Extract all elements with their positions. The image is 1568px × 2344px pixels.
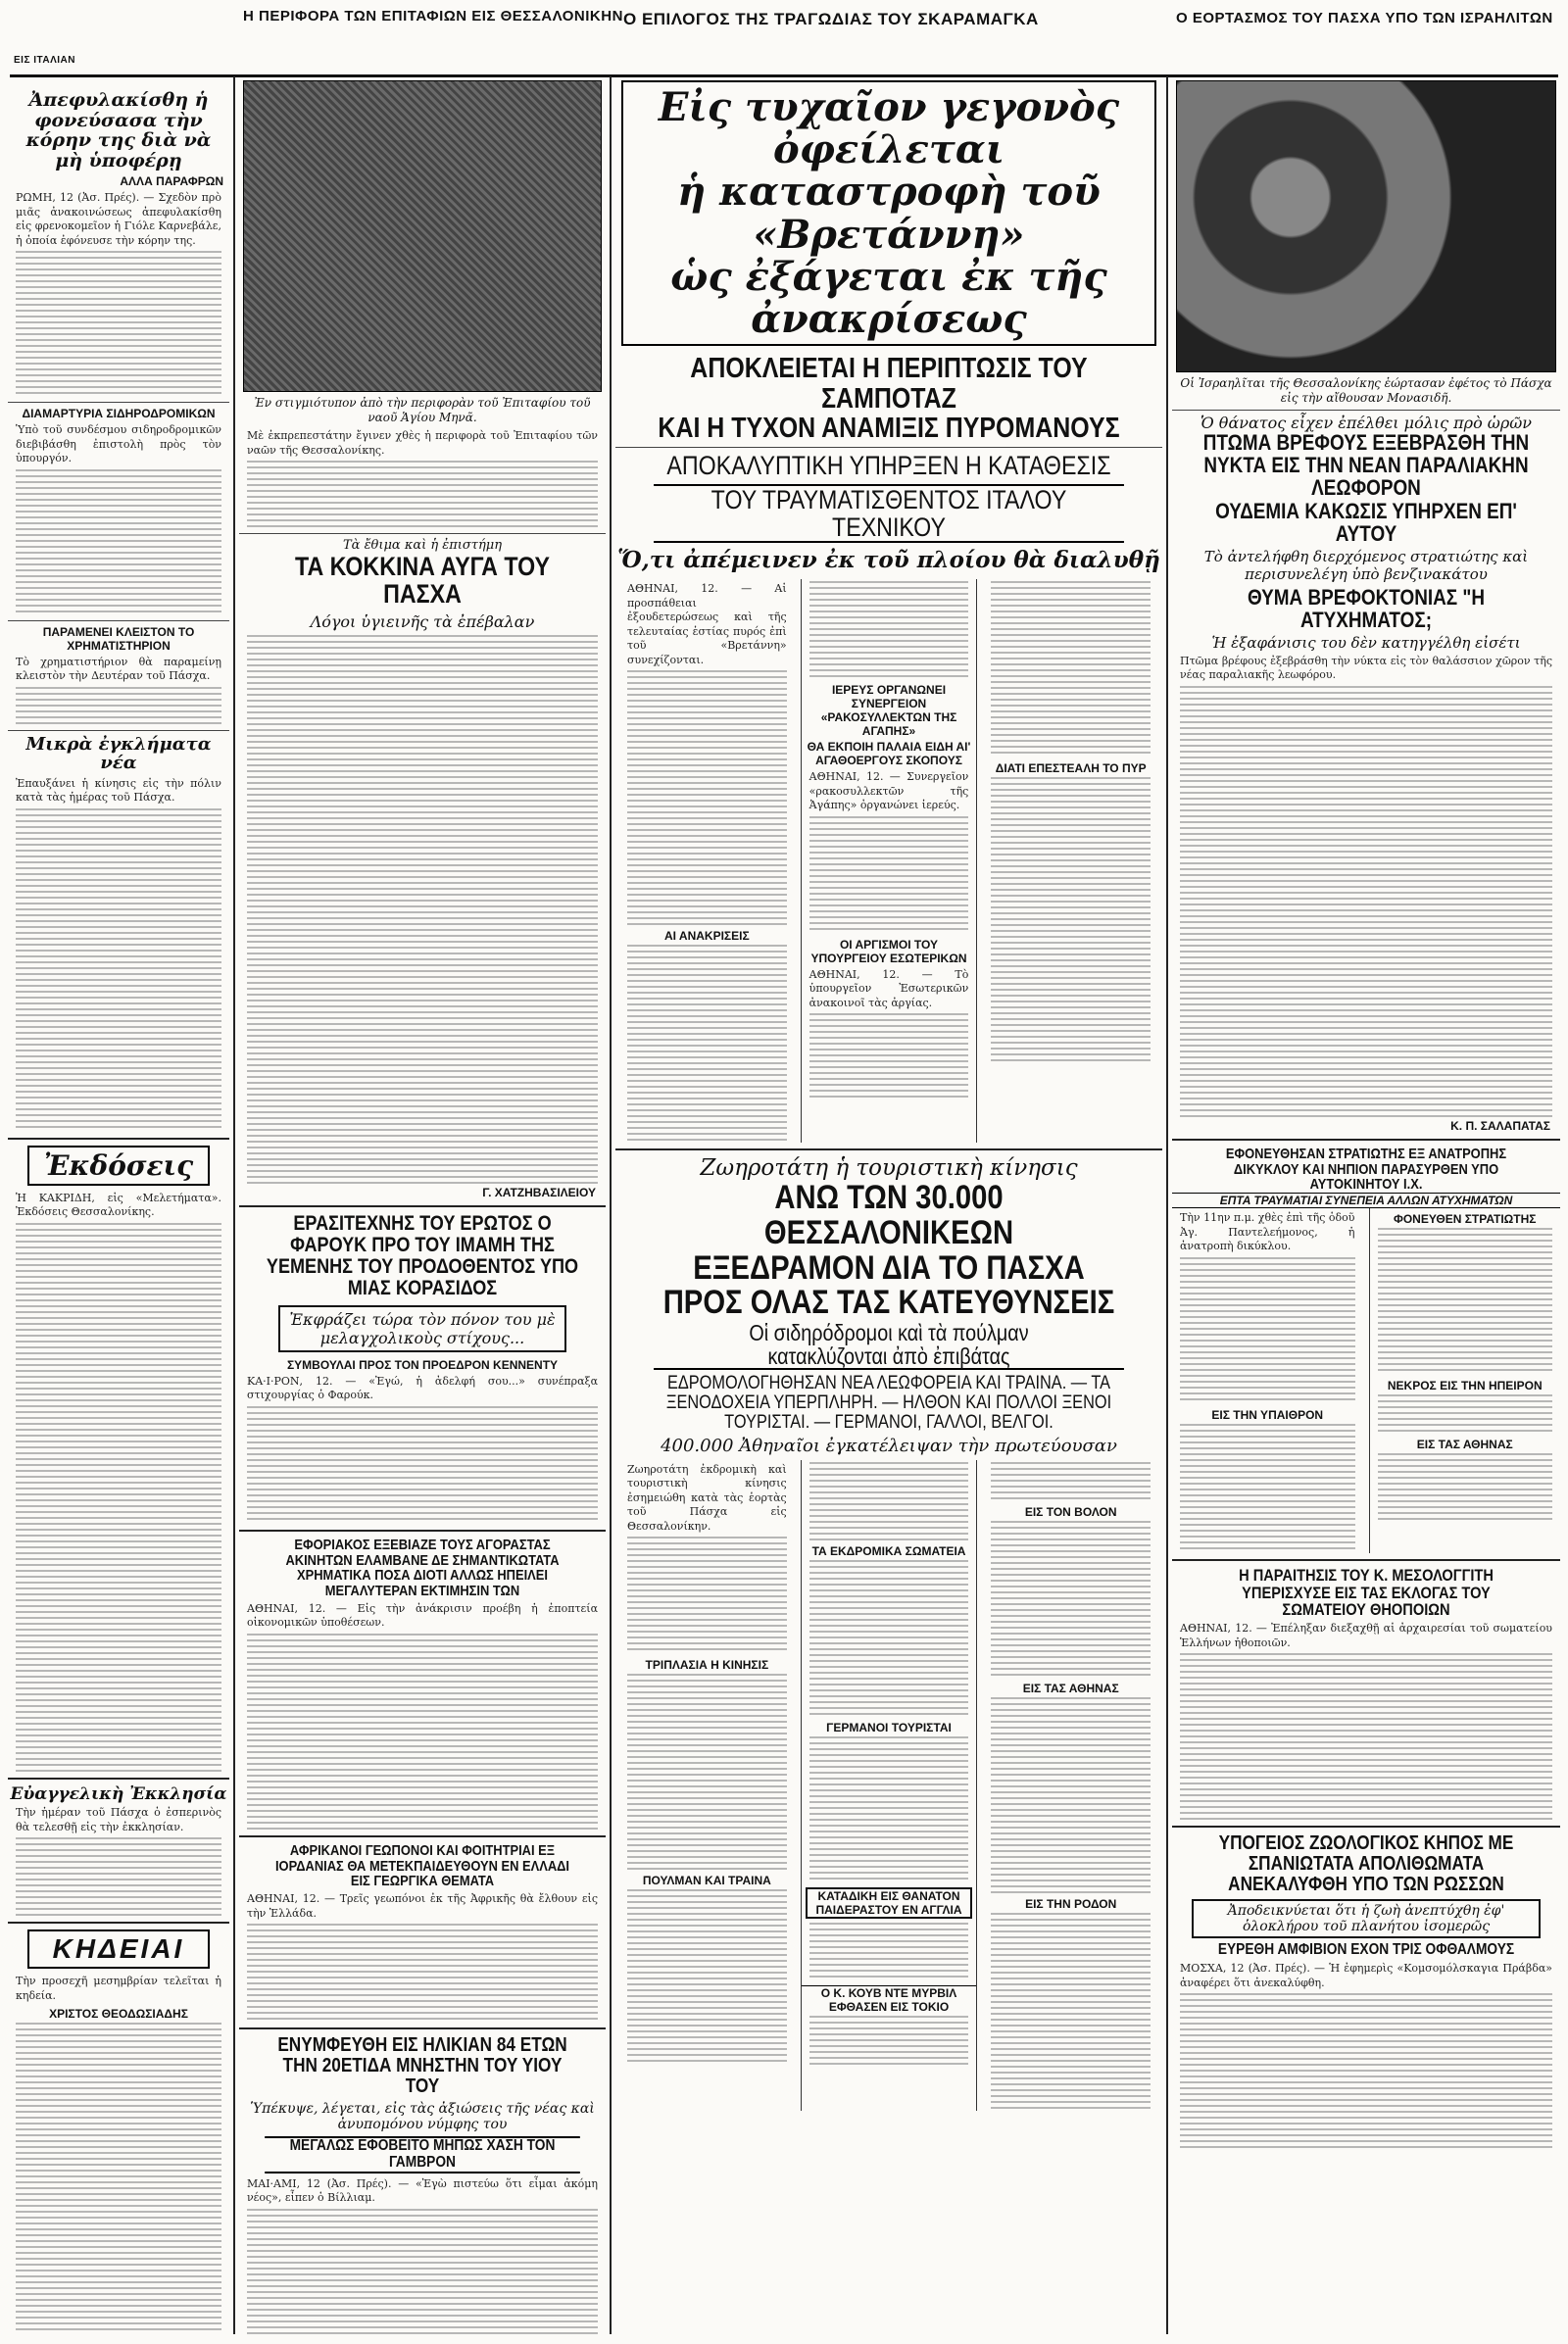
- sabotage-headline-2: ΚΑΙ Η ΤΥΧΟΝ ΑΝΑΜΙΞΙΣ ΠΥΡΟΜΑΝΟΥΣ: [658, 413, 1120, 444]
- italy-headline: Ἀπεφυλακίσθη ἡ φονεύσασα τὴν κόρην της διὰ νὰ μὴ ὑποφέρῃ: [25, 89, 212, 171]
- rail-text: Ὑπὸ τοῦ συνδέσμου σιδηροδρομικῶν διεβιβάσθη ἐπιστολὴ πρὸς τὸν ὑπουργόν.: [16, 423, 221, 465]
- testimony-headline-1: ΑΠΟΚΑΛΥΠΤΙΚΗ ΥΠΗΡΞΕΝ Η ΚΑΤΑΘΕΣΙΣ: [666, 451, 1111, 481]
- farouk-headline: ΕΡΑΣΙΤΕΧΝΗΣ ΤΟΥ ΕΡΩΤΟΣ Ο ΦΑΡΟΥΚ ΠΡΟ ΤΟΥ ΙΜΑΜΗ ΤΗΣ ΥΕΜΕΝΗΣ ΤΟΥ ΠΡΟΔΟΘΕΝΤΟΣ ΥΠΟ ΜΙΑΣ ΚΟΡΑΣΙΔΟΣ: [266, 1211, 579, 1299]
- mural-headline: Ο Κ. ΚΟΥΒ ΝΤΕ ΜΥΡΒΙΛ ΕΦΘΑΣΕΝ ΕΙΣ ΤΟΚΙΟ: [802, 1985, 977, 2014]
- tourism-subhead-2: κατακλύζονται ἀπὸ ἐπιβάτας: [654, 1344, 1124, 1370]
- column-rule: [233, 76, 235, 2334]
- editions-logo: Ἐκδόσεις: [27, 1146, 210, 1186]
- church-text: Τὴν ἡμέραν τοῦ Πάσχα ὁ ἐσπερινὸς θὰ τελεσθῇ εἰς τὴν ἐκκλησίαν.: [16, 1806, 221, 1833]
- oldman-headline: ΕΝΥΜΦΕΥΘΗ ΕΙΣ ΗΛΙΚΙΑΝ 84 ΕΤΩΝ ΤΗΝ 20ΕΤΙΔΑ ΜΝΗΣΤΗΝ ΤΟΥ ΥΙΟΥ ΤΟΥ: [277, 2034, 567, 2098]
- text-block: [627, 945, 787, 1141]
- eggs-subhead: Λόγοι ὑγιεινῆς τὰ ἐπέβαλαν: [310, 611, 535, 631]
- church-headline: Εὐαγγελικὴ Ἐκκλησία: [10, 1783, 227, 1804]
- text-block: [247, 461, 598, 529]
- soldier-dead-headline: ΦΟΝΕΥΘΕΝ ΣΤΡΑΤΙΩΤΗΣ: [1393, 1212, 1537, 1227]
- text-block: [1378, 1453, 1553, 1522]
- text-block: [16, 1837, 221, 1916]
- text-block: [627, 1889, 787, 2066]
- zoo-headline-2: ΕΥΡΕΘΗ ΑΜΦΙΒΙΟΝ ΕΧΟΝ ΤΡΙΣ ΟΦΘΑΛΜΟΥΣ: [1217, 1941, 1515, 1959]
- text-block: [16, 2023, 221, 2334]
- text-block: [247, 1634, 598, 1830]
- zoo-headline: ΥΠΟΓΕΙΟΣ ΖΩΟΛΟΓΙΚΟΣ ΚΗΠΟΣ ΜΕ ΣΠΑΝΙΩΤΑΤΑ ΑΠΟΛΙΘΩΜΑΤΑ ΑΝΕΚΑΛΥΦΘΗ ΥΠΟ ΤΩΝ ΡΩΣΣΩΝ: [1218, 1832, 1514, 1896]
- testimony-headline-2: ΤΟΥ ΤΡΑΥΜΑΤΙΣΘΕΝΤΟΣ ΙΤΑΛΟΥ ΤΕΧΝΙΚΟΥ: [654, 484, 1124, 544]
- passover-caption: Οἱ Ἰσραηλῖται τῆς Θεσσαλονίκης ἑώρτασαν ἐφέτος τὸ Πάσχα εἰς τὴν αἴθουσαν Μονασιδῆ.: [1180, 376, 1552, 405]
- tourism-subhead-3: 400.000 Ἀθηναῖοι ἐγκατέλειψαν τὴν πρωτεύουσαν: [661, 1436, 1117, 1457]
- priests-kicker: ΘΑ ΕΚΠΟΙΗ ΠΑΛΑΙΑ ΕΙΔΗ ΑΙ' ΑΓΑΘΟΕΡΓΟΥΣ ΣΚΟΠΟΥΣ: [807, 740, 971, 768]
- text-block: [16, 1223, 221, 1772]
- column-rule: [610, 76, 612, 2334]
- agro-text: ΑΘΗΝΑΙ, 12. — Τρεῖς γεωπόνοι ἐκ τῆς Ἀφρικῆς θὰ ἔλθουν εἰς τὴν Ἑλλάδα.: [247, 1892, 598, 1920]
- stock-text: Τὸ χρηματιστήριον θὰ παραμείνῃ κλειστὸν τὴν Δευτέραν τοῦ Πάσχα.: [16, 655, 221, 683]
- right-column: [1172, 76, 1560, 2334]
- baby-headline-2: ΟΥΔΕΜΙΑ ΚΑΚΩΣΙΣ ΥΠΗΡΧΕΝ ΕΠ' ΑΥΤΟΥ: [1215, 498, 1517, 546]
- sabotage-headline-1: ΑΠΟΚΛΕΙΕΤΑΙ Η ΠΕΡΙΠΤΩΣΙΣ ΤΟΥ ΣΑΜΠΟΤΑΖ: [690, 353, 1088, 415]
- photo1-header: Η ΠΕΡΙΦΟΡΑ ΤΩΝ ΕΠΙΤΑΦΙΩΝ ΕΙΣ ΘΕΣΣΑΛΟΝΙΚΗΝ: [243, 8, 623, 24]
- tourism-kicker: Ζωηροτάτη ἡ τουριστικὴ κίνησις: [700, 1155, 1078, 1182]
- priests-text: ΑΘΗΝΑΙ, 12. — Συνεργεῖον «ρακοσυλλεκτῶν τῆς Ἀγάπης» ὀργανώνει ἱερεύς.: [808, 770, 969, 812]
- funerals-text: Τὴν προσεχῆ μεσημβρίαν τελεῖται ἡ κηδεία.: [16, 1975, 221, 2002]
- triple-headline: ΤΡΙΠΛΑΣΙΑ Η ΚΙΝΗΣΙΣ: [645, 1658, 769, 1673]
- center-column: [615, 76, 1162, 2334]
- italy-label: ΕΙΣ ΙΤΑΛΙΑΝ: [14, 55, 75, 66]
- text-block: [991, 1913, 1151, 2109]
- athens-headline: ΕΙΣ ΤΑΣ ΑΘΗΝΑΣ: [1022, 1681, 1119, 1695]
- center-header: Ο ΕΠΙΛΟΓΟΣ ΤΗΣ ΤΡΑΓΩΔΙΑΣ ΤΟΥ ΣΚΑΡΑΜΑΓΚΑ: [623, 10, 1039, 28]
- text-block: [16, 469, 221, 616]
- text-block: [1378, 1228, 1553, 1375]
- left-column: [8, 76, 229, 2334]
- funeral-name: ΧΡΙΣΤΟΣ ΘΕΟΔΩΣΙΑΔΗΣ: [49, 2007, 188, 2022]
- text-block: [1180, 1257, 1355, 1404]
- soldiers-headline: ΕΦΟΝΕΥΘΗΣΑΝ ΣΤΡΑΤΙΩΤΗΣ ΕΞ ΑΝΑΤΡΟΠΗΣ ΔΙΚΥΚΛΟΥ ΚΑΙ ΝΗΠΙΟΝ ΠΑΡΑΣΥΡΘΕΝ ΥΠΟ ΑΥΤΟΚΙΝΗΤΟΥ Ι.Χ.: [1225, 1145, 1507, 1194]
- tourism-headline-1: ΑΝΩ ΤΩΝ 30.000 ΘΕΣΣΑΛΟΝΙΚΕΩΝ: [763, 1179, 1014, 1251]
- rail-headline: ΔΙΑΜΑΡΤΥΡΙΑ ΣΙΔΗΡΟΔΡΟΜΙΚΩΝ: [22, 407, 216, 421]
- death-headline: ΚΑΤΑΔΙΚΗ ΕΙΣ ΘΑΝΑΤΟΝ ΠΑΙΔΕΡΑΣΤΟΥ ΕΝ ΑΓΓΛΙΑ: [806, 1887, 973, 1919]
- baby-subhead-2: Ἡ ἐξαφάνισις του δὲν κατηγγέλθη εἰσέτι: [1211, 633, 1521, 652]
- crimes-headline: Μικρὰ ἐγκλήματα νέα: [25, 733, 212, 774]
- rhodes-headline: ΕΙΣ ΤΗΝ ΡΟΔΟΝ: [1025, 1896, 1117, 1911]
- kennedy-headline: ΣΥΜΒΟΥΛΑΙ ΠΡΟΣ ΤΟΝ ΠΡΟΕΔΡΟΝ ΚΕΝΝΕΝΤΥ: [286, 1357, 559, 1372]
- text-block: [991, 1462, 1151, 1501]
- priests-headline: ΙΕΡΕΥΣ ΟΡΓΑΝΩΝΕΙ ΣΥΝΕΡΓΕΙΟΝ «ΡΑΚΟΣΥΛΛΕΚΤΩΝ ΤΗΣ ΑΓΑΠΗΣ»: [820, 683, 957, 739]
- text-block: [809, 1560, 969, 1717]
- zoo-text: ΜΟΣΧΑ, 12 (Ἀσ. Πρές). — Ἡ ἐφημερὶς «Κομσομόλσκαγια Πράβδα» ἀναφέρει ὅτι ἀνεκαλύφθη.: [1180, 1962, 1552, 1989]
- tax-headline: ΕΦΟΡΙΑΚΟΣ ΕΞΕΒΙΑΖΕ ΤΟΥΣ ΑΓΟΡΑΣΤΑΣ ΑΚΙΝΗΤΩΝ ΕΛΑΜΒΑΝΕ ΔΕ ΣΗΜΑΝΤΙΚΩΤΑΤΑ ΧΡΗΜΑΤΙΚΑ ΠΟΣΑ ΔΙΟΤΙ ΑΛΛΩΣ ΗΠΕΙΛΕΙ ΜΕΓΑΛΥΤΕΡΑΝ ΕΚΤΙΜΗΣΙΝ ΤΩΝ: [285, 1536, 560, 1600]
- kennedy-text: ΚΑ·Ι·ΡΟΝ, 12. — «Ἐγώ, ἡ ἀδελφή σου...» συνέπραξα στιχουργίας ὁ Φαρούκ.: [247, 1374, 598, 1402]
- zoo-subhead: Ἀποδεικνύεται ὅτι ἡ ζωὴ ἀνεπτύχθη ἐφ' ὁλοκλήρου τοῦ πλανήτου ἰσομερῶς: [1192, 1899, 1541, 1938]
- agro-headline: ΑΦΡΙΚΑΝΟΙ ΓΕΩΠΟΝΟΙ ΚΑΙ ΦΟΙΤΗΤΡΙΑΙ ΕΞ ΙΟΡΔΑΝΙΑΣ ΘΑ ΜΕΤΕΚΠΑΙΔΕΥΘΟΥΝ ΕΝ ΕΛΛΑΔΙ ΕΙΣ ΓΕΩΡΓΙΚΑ ΘΕΜΑΤΑ: [274, 1841, 570, 1890]
- text-block: [809, 2016, 969, 2065]
- oldman-subhead: Ὑπέκυψε, λέγεται, εἰς τὰς ἀξιώσεις τῆς νέας καὶ ἀνυπομόνου νύμφης του: [250, 2101, 595, 2133]
- text-block: [16, 251, 221, 398]
- text-block: [809, 816, 969, 934]
- text-block: [809, 1736, 969, 1883]
- text-block: [991, 777, 1151, 1061]
- eggs-headline: ΤΑ ΚΟΚΚΙΝΑ ΑΥΓΑ ΤΟΥ ΠΑΣΧΑ: [294, 552, 551, 610]
- stock-headline: ΠΑΡΑΜΕΝΕΙ ΚΛΕΙΣΤΟΝ ΤΟ ΧΡΗΜΑΤΙΣΤΗΡΙΟΝ: [42, 624, 195, 653]
- funerals-logo: ΚΗΔΕΙΑΙ: [27, 1929, 210, 1969]
- text-block: [991, 1697, 1151, 1893]
- main-banner-line2: ἡ καταστροφὴ τοῦ «Βρετάννη»: [677, 169, 1101, 258]
- photo1-text: Μὲ ἐκπρεπεστάτην ἔγινεν χθὲς ἡ περιφορὰ τοῦ Ἐπιταφίου τῶν ναῶν τῆς Θεσσαλονίκης.: [247, 429, 598, 457]
- athinas-headline: ΕΙΣ ΤΑΣ ΑΘΗΝΑΣ: [1416, 1438, 1513, 1452]
- text-block: [991, 1521, 1151, 1678]
- photo1-caption: Ἐν στιγμιότυπον ἀπὸ τὴν περιφορὰν τοῦ Ἐπιταφίου τοῦ ναοῦ Ἁγίου Μηνᾶ.: [254, 396, 591, 424]
- baby-headline-1: ΠΤΩΜΑ ΒΡΕΦΟΥΣ ΕΞΕΒΡΑΣΘΗ ΤΗΝ ΝΥΚΤΑ ΕΙΣ ΤΗΝ ΝΕΑΝ ΠΑΡΑΛΙΑΚΗΝ ΛΕΩΦΟΡΟΝ: [1202, 430, 1530, 501]
- clubs-headline: ΤΑ ΕΚΔΡΟΜΙΚΑ ΣΩΜΑΤΕΙΑ: [811, 1543, 966, 1558]
- text-block: [809, 1013, 969, 1101]
- tourism-headline-3: ΠΡΟΣ ΟΛΑΣ ΤΑΣ ΚΑΤΕΥΘΥΝΣΕΙΣ: [662, 1284, 1115, 1322]
- passover-photo: [1176, 80, 1556, 372]
- ypaithros-headline: ΕΙΣ ΤΗΝ ΥΠΑΙΘΡΟΝ: [1211, 1407, 1324, 1422]
- text-block: [1378, 1394, 1553, 1434]
- eggs-kicker: Τὰ ἔθιμα καὶ ἡ ἐπιστήμη: [342, 538, 502, 554]
- oldman-headline-2: ΜΕΓΑΛΩΣ ΕΦΟΒΕΙΤΟ ΜΗΠΩΣ ΧΑΣΗ ΤΟΝ ΓΑΜΒΡΟΝ: [265, 2136, 580, 2173]
- text-block: [247, 1406, 598, 1524]
- eggs-signature: Γ. ΧΑΤΖΗΒΑΣΙΛΕΙΟΥ: [482, 1185, 596, 1199]
- main-banner-box: [621, 80, 1156, 346]
- baby-subhead-1: Τὸ ἀντελήφθη διερχόμενος στρατιώτης καὶ περισυνελέγη ὑπὸ βενζινακάτου: [1203, 547, 1529, 583]
- tourism-text: Ζωηροτάτη ἐκδρομικὴ καὶ τουριστικὴ κίνησις ἐσημειώθη κατὰ τὰς ἑορτὰς τοῦ Πάσχα εἰς Θεσσαλονίκην.: [627, 1462, 787, 1533]
- tourism-headline-2: ΕΞΕΔΡΑΜΟΝ ΔΙΑ ΤΟ ΠΑΣΧΑ: [693, 1248, 1085, 1287]
- main-banner-line1: Εἰς τυχαῖον γεγονὸς ὀφείλεται: [658, 84, 1120, 173]
- tourism-headline-4: ΕΔΡΟΜΟΛΟΓΗΘΗΣΑΝ ΝΕΑ ΛΕΩΦΟΡΕΙΑ ΚΑΙ ΤΡΑΙΝΑ. — ΤΑ ΞΕΝΟΔΟΧΕΙΑ ΥΠΕΡΠΛΗΡΗ. — ΗΛΘΟΝ ΚΑΙ ΠΟΛΛΟΙ ΞΕΝΟΙ ΤΟΥΡΙΣΤΑΙ. — ΓΕΡΜΑΝΟΙ, ΓΑΛΛΟΙ, ΒΕΛΓΟΙ.: [665, 1373, 1112, 1434]
- german-headline: ΓΕΡΜΑΝΟΙ ΤΟΥΡΙΣΤΑΙ: [826, 1720, 952, 1734]
- farouk-subhead: Ἐκφράζει τώρα τὸν πόνον του μὲ μελαγχολικοὺς στίχους...: [278, 1305, 566, 1352]
- text-block: [16, 808, 221, 1132]
- text-block: [247, 635, 598, 1184]
- text-block: [1180, 686, 1552, 1117]
- text-block: [247, 2209, 598, 2334]
- italy-text: ΡΩΜΗ, 12 (Ἀσ. Πρές). — Σχεδὸν πρὸ μιᾶς ἀνακοινώσεως ἀπεφυλακίσθη εἰς φρενοκομεῖον ἡ Γιόλε Καρνεβάλε, ἡ ὁποία ἐφόνευσε τὴν κόρην της.: [16, 191, 221, 247]
- text-block: [627, 1537, 787, 1654]
- text-block: [1180, 1424, 1355, 1551]
- interior-headline: ΟΙ ΑΡΓΙΣΜΟΙ ΤΟΥ ΥΠΟΥΡΓΕΙΟΥ ΕΣΩΤΕΡΙΚΩΝ: [810, 937, 967, 965]
- inquiry-headline: ΑΙ ΑΝΑΚΡΙΣΕΙΣ: [664, 929, 750, 944]
- text-block: [627, 1674, 787, 1870]
- soldiers-kicker: ΕΠΤΑ ΤΡΑΥΜΑΤΙΑΙ ΣΥΝΕΠΕΙΑ ΑΛΛΩΝ ΑΤΥΧΗΜΑΤΩΝ: [1172, 1193, 1560, 1208]
- text-block: [809, 1923, 969, 1981]
- interior-text: ΑΘΗΝΑΙ, 12. — Τὸ ὑπουργεῖον Ἐσωτερικῶν ἀνακοινοῖ τὰς ἀργίας.: [808, 967, 969, 1009]
- oldman-text: ΜΑΙ·ΑΜΙ, 12 (Ἀσ. Πρές). — «Ἐγὼ πιστεύω ὅτι εἶμαι ἀκόμη νέος», εἶπεν ὁ Βίλλιαμ.: [247, 2176, 598, 2205]
- baby-kicker: Ὁ θάνατος εἶχεν ἐπέλθει μόλις πρὸ ὡρῶν: [1200, 414, 1533, 432]
- epitaph-procession-photo: [243, 80, 602, 392]
- text-block: [1180, 1653, 1552, 1820]
- baby-headline-3: ΘΥΜΑ ΒΡΕΦΟΚΤΟΝΙΑΣ "Η ΑΤΥΧΗΜΑΤΟΣ;: [1247, 584, 1486, 632]
- column-rule: [1166, 76, 1168, 2334]
- text-block: [247, 1924, 598, 2022]
- fire-headline: ΔΙΑΤΙ ΕΠΕΣΤΕΑΛΗ ΤΟ ΠΥΡ: [995, 761, 1147, 776]
- baby-signature: Κ. Π. ΣΑΛΑΠΑΤΑΣ: [1450, 1118, 1550, 1133]
- text-block: [1180, 1993, 1552, 2150]
- text-block: [627, 670, 787, 925]
- volos-headline: ΕΙΣ ΤΟΝ ΒΟΛΟΝ: [1024, 1504, 1117, 1519]
- main-banner-line3: ὡς ἐξάγεται ἐκ τῆς ἀνακρίσεως: [670, 253, 1107, 342]
- pullman-headline: ΠΟΥΛΜΑΝ ΚΑΙ ΤΡΑΙΝΑ: [642, 1874, 771, 1888]
- tax-text: ΑΘΗΝΑΙ, 12. — Εἰς τὴν ἀνάκρισιν προέβη ἡ ἐποπτεία οἰκονομικῶν ὑποθέσεων.: [247, 1601, 598, 1630]
- ship-text: ΑΘΗΝΑΙ, 12. — Αἱ προσπάθειαι ἐξουδετερώσεως καὶ τῆς τελευταίας ἑστίας πυρός ἐπὶ τοῦ «Βρετάννη» συνεχίζονται.: [627, 582, 787, 666]
- right-header: Ο ΕΟΡΤΑΣΜΟΣ ΤΟΥ ΠΑΣΧΑ ΥΠΟ ΤΩΝ ΙΣΡΑΗΛΙΤΩΝ: [1176, 10, 1553, 26]
- text-block: [809, 1462, 969, 1540]
- soldiers-text: Τὴν 11ην π.μ. χθὲς ἐπὶ τῆς ὁδοῦ Ἀγ. Παντελεήμονος, ἡ ἀνατροπὴ δικύκλου.: [1180, 1211, 1355, 1253]
- actors-text: ΑΘΗΝΑΙ, 12. — Ἐπέληξαν διεξαχθῇ αἱ ἀρχαιρεσίαι τοῦ σωματείου Ἑλλήνων ἠθοποιῶν.: [1180, 1622, 1552, 1649]
- editions-text: Ἡ ΚΑΚΡΙΔΗ, εἰς «Μελετήματα». Ἐκδόσεις Θεσσαλονίκης.: [16, 1191, 221, 1219]
- text-block: [991, 581, 1151, 757]
- tourism-subhead-1: Οἱ σιδηρόδρομοι καὶ τὰ πούλμαν: [749, 1319, 1029, 1345]
- text-block: [16, 687, 221, 726]
- baby-text: Πτῶμα βρέφους ἐξεβράσθη τὴν νύκτα εἰς τὸν θαλάσσιον χῶρον τῆς νέας παραλιακῆς λεωφόρου.: [1180, 654, 1552, 682]
- actors-headline: Η ΠΑΡΑΙΤΗΣΙΣ ΤΟΥ Κ. ΜΕΣΟΛΟΓΓΙΤΗ ΥΠΕΡΙΣΧΥΣΕ ΕΙΣ ΤΑΣ ΕΚΛΟΓΑΣ ΤΟΥ ΣΩΜΑΤΕΙΟΥ ΘΗΟΠΟΙΩΝ: [1239, 1565, 1494, 1620]
- epirus-headline: ΝΕΚΡΟΣ ΕΙΣ ΤΗΝ ΗΠΕΙΡΟΝ: [1387, 1379, 1543, 1393]
- second-column: [239, 76, 606, 2334]
- text-block: [809, 581, 969, 679]
- italy-kicker: ΑΛΛΑ ΠΑΡΑΦΡΩΝ: [120, 174, 223, 189]
- crimes-text: Ἐπαυξάνει ἡ κίνησις εἰς τὴν πόλιν κατὰ τὰς ἡμέρας τοῦ Πάσχα.: [16, 776, 221, 805]
- ship-quote: Ὅ,τι ἀπέμεινεν ἐκ τοῦ πλοίου θὰ διαλυθῇ: [617, 547, 1160, 574]
